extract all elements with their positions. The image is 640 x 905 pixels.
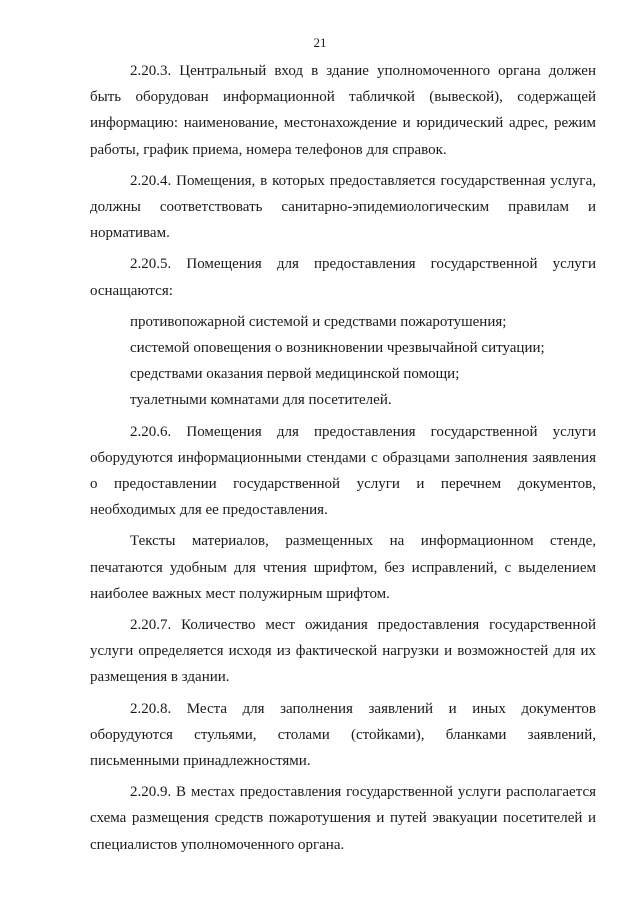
paragraph-2-20-4: 2.20.4. Помещения, в которых предоставляется государственная услуга, должны соответствовать санитарно-эпидемиологическим правилам и нормативам.: [90, 172, 596, 242]
page-number: 21: [313, 35, 327, 50]
equipment-list: [90, 309, 596, 414]
paragraph-2-20-3: 2.20.3. Центральный вход в здание уполномоченного органа должен быть оборудован информационной табличкой (вывеской), содержащей информацию: наименование, местонахождение и юридический адрес, режим работы, график приема, номера телефонов для справок.: [90, 63, 596, 158]
paragraph-2-20-5: 2.20.5. Помещения для предоставления государственной услуги оснащаются:: [90, 256, 596, 299]
document-body: [90, 58, 596, 863]
paragraph-2-20-6: 2.20.6. Помещения для предоставления государственной услуги оборудуются информационными стендами с образцами заполнения заявления о предоставлении государственной услуги и перечнем документов, необходимых для ее предоставления.: [90, 423, 596, 519]
paragraph-stand-materials: Тексты материалов, размещенных на информационном стенде, печатаются удобным для чтения шрифтом, без исправлений, с выделением наиболее важных мест полужирным шрифтом.: [90, 533, 596, 602]
list-item: системой оповещения о возникновении чрезвычайной ситуации;: [130, 340, 545, 357]
paragraph-2-20-7: 2.20.7. Количество мест ожидания предоставления государственной услуги определяется исходя из фактической нагрузки и возможностей для их размещения в здании.: [90, 617, 596, 686]
paragraph-2-20-9: 2.20.9. В местах предоставления государственной услуги располагается схема размещения средств пожаротушения и путей эвакуации посетителей и специалистов уполномоченного органа.: [90, 784, 596, 853]
list-item: средствами оказания первой медицинской помощи;: [130, 366, 460, 383]
list-item: противопожарной системой и средствами пожаротушения;: [130, 313, 507, 330]
list-item: туалетными комнатами для посетителей.: [130, 392, 392, 409]
paragraph-2-20-8: 2.20.8. Места для заполнения заявлений и иных документов оборудуются стульями, столами (стойками), бланками заявлений, письменными принадлежностями.: [90, 700, 596, 770]
